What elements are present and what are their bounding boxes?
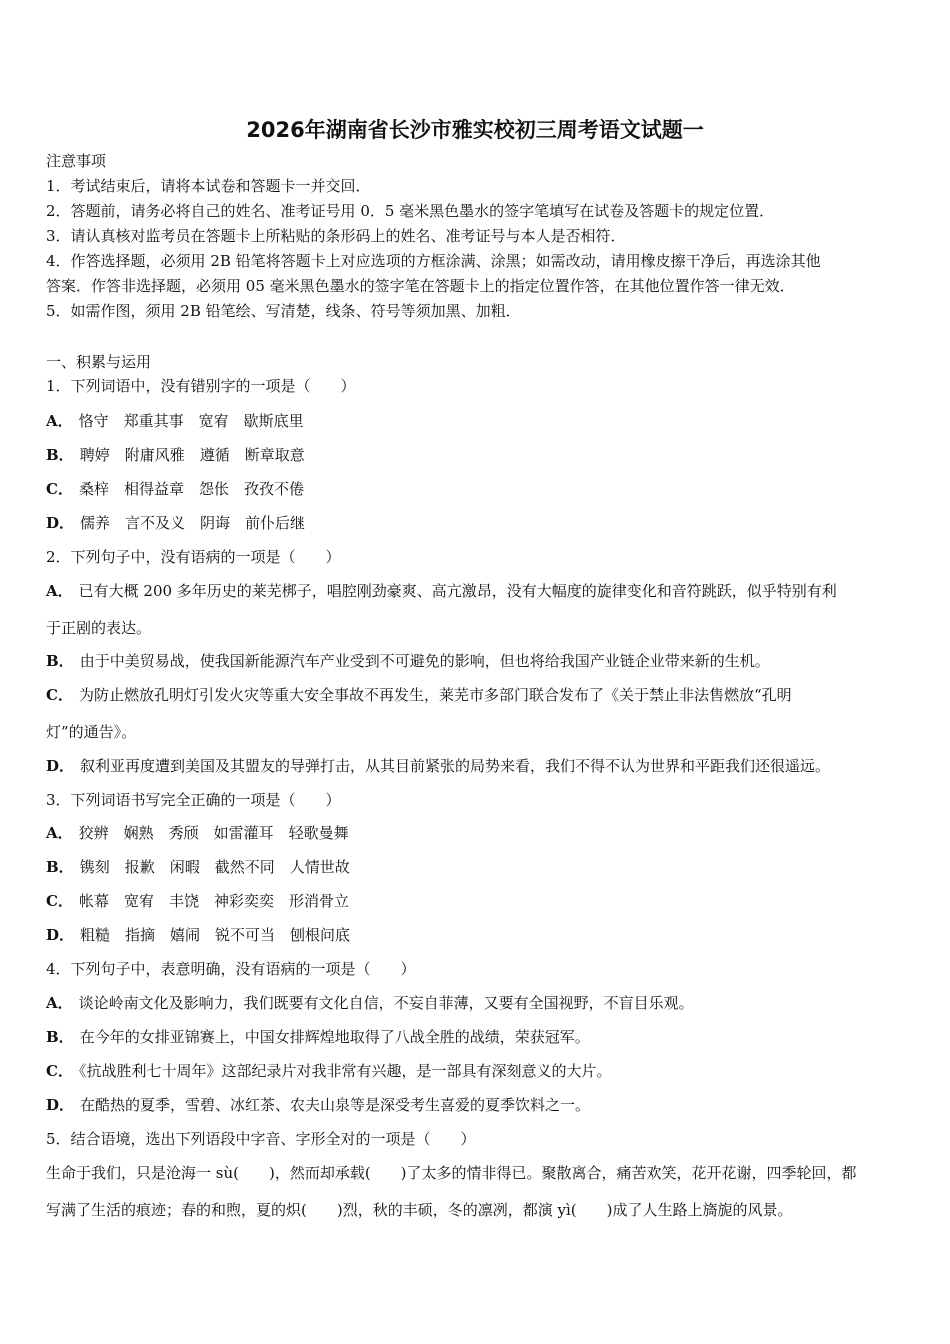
passage-line: 写满了生活的痕迹；春的和煦，夏的炽( )烈，秋的丰硕，冬的凛冽，都演 yì( )成了人生路上旖旎的风景。 xyxy=(46,1201,793,1219)
option-letter: C． xyxy=(46,892,73,910)
option-letter: A． xyxy=(46,582,73,600)
question-stem: 4．下列句子中，表意明确，没有语病的一项是（ ） xyxy=(46,960,416,978)
option-text: 粗糙 指摘 嬉闹 锐不可当 刨根问底 xyxy=(80,926,351,944)
question-stem: 2．下列句子中，没有语病的一项是（ ） xyxy=(46,548,341,566)
option-d xyxy=(46,756,908,776)
option-a xyxy=(46,581,908,601)
page-title: 2026年湖南省长沙市雅实校初三周考语文试题一 xyxy=(246,118,704,142)
question-stem: 1．下列词语中，没有错别字的一项是（ ） xyxy=(46,377,356,395)
option-letter: B． xyxy=(46,858,74,876)
passage-line: 生命于我们，只是沧海一 sù( )，然而却承载( )了太多的情非得已。聚散离合，痛苦欢笑，花开花谢，四季轮回，都 xyxy=(46,1164,857,1182)
notice-item: 4．作答选择题，必须用 2B 铅笔将答题卡上对应选项的方框涂满、涂黑；如需改动，请用橡皮擦干净后，再选涂其他 xyxy=(46,252,821,270)
option-letter: C． xyxy=(46,686,73,704)
option-letter: A． xyxy=(46,994,73,1012)
option-letter: B． xyxy=(46,446,74,464)
option-text: 《抗战胜利七十周年》这部纪录片对我非常有兴趣，是一部具有深刻意义的大片。 xyxy=(78,1062,612,1080)
option-text: 儒养 言不及义 阴诲 前仆后继 xyxy=(80,514,306,532)
notice-item: 5．如需作图，须用 2B 铅笔绘、写清楚，线条、符号等须加黑、加粗． xyxy=(46,302,521,320)
option-letter: C． xyxy=(46,1062,73,1080)
option-d xyxy=(46,513,908,533)
option-text: 叙利亚再度遭到美国及其盟友的导弹打击，从其目前紧张的局势来看，我们不得不认为世界和平距我们还很遥远。 xyxy=(80,757,831,775)
notice-item: 答案．作答非选择题，必须用 05 毫米黑色墨水的签字笔在答题卡上的指定位置作答，在其他位置作答一律无效． xyxy=(46,277,795,295)
option-a xyxy=(46,993,908,1013)
option-b xyxy=(46,445,908,465)
option-d xyxy=(46,1095,908,1115)
option-text: 为防止燃放孔明灯引发火灾等重大安全事故不再发生，莱芜市多部门联合发布了《关于禁止非法售燃放“孔明 xyxy=(78,686,792,704)
option-letter: D． xyxy=(46,757,75,775)
option-text: 桑梓 相得益章 怨伥 孜孜不倦 xyxy=(78,480,304,498)
option-b xyxy=(46,1027,908,1047)
notice-item: 3．请认真核对监考员在答题卡上所粘贴的条形码上的姓名、准考证号与本人是否相符． xyxy=(46,227,626,245)
option-letter: C． xyxy=(46,480,73,498)
option-letter: A． xyxy=(46,412,73,430)
option-a xyxy=(46,411,908,431)
option-text: 已有大概 200 多年历史的莱芜梆子，唱腔刚劲豪爽、高亢激昂，没有大幅度的旋律变化和音符跳跃，似乎特别有利 xyxy=(78,582,837,600)
option-text: 狡辨 娴熟 秀颀 如雷灌耳 轻歌曼舞 xyxy=(78,824,349,842)
option-letter: A． xyxy=(46,824,73,842)
option-letter: B． xyxy=(46,1028,74,1046)
option-a xyxy=(46,823,908,843)
option-b xyxy=(46,651,908,671)
option-b xyxy=(46,857,908,877)
option-text: 镌刻 报歉 闲暇 截然不同 人情世故 xyxy=(79,858,350,876)
option-text: 恪守 郑重其事 宽宥 歇斯底里 xyxy=(78,412,304,430)
option-d xyxy=(46,925,908,945)
question-stem: 5．结合语境，选出下列语段中字音、字形全对的一项是（ ） xyxy=(46,1130,476,1148)
option-c xyxy=(46,891,908,911)
option-c xyxy=(46,479,908,499)
option-text: 在酷热的夏季，雪碧、冰红茶、农夫山泉等是深受考生喜爱的夏季饮料之一。 xyxy=(80,1096,591,1114)
option-a-continued: 于正剧的表达。 xyxy=(46,619,152,637)
question-stem: 3．下列词语书写完全正确的一项是（ ） xyxy=(46,791,341,809)
option-c-continued: 灯”的通告》。 xyxy=(46,723,137,741)
section-heading: 一、积累与运用 xyxy=(46,353,152,371)
notice-item: 2．答题前，请务必将自己的姓名、准考证号用 0．5 毫米黑色墨水的签字笔填写在试卷及答题卡的规定位置． xyxy=(46,202,775,220)
option-text: 聘婷 附庸风雅 遵循 断章取意 xyxy=(79,446,305,464)
notice-heading: 注意事项 xyxy=(46,152,107,170)
option-text: 帐幕 宽宥 丰饶 神彩奕奕 形消骨立 xyxy=(78,892,349,910)
option-c xyxy=(46,1061,908,1081)
option-text: 谈论岭南文化及影响力，我们既要有文化自信，不妄自菲薄，又要有全国视野，不盲目乐观。 xyxy=(78,994,694,1012)
notice-item: 1．考试结束后，请将本试卷和答题卡一并交回． xyxy=(46,177,371,195)
option-text: 在今年的女排亚锦赛上，中国女排辉煌地取得了八战全胜的战绩，荣获冠军。 xyxy=(79,1028,590,1046)
option-text: 由于中美贸易战，使我国新能源汽车产业受到不可避免的影响，但也将给我国产业链企业带来新的生机。 xyxy=(79,652,770,670)
option-letter: D． xyxy=(46,514,75,532)
option-c xyxy=(46,685,908,705)
option-letter: B． xyxy=(46,652,74,670)
option-letter: D． xyxy=(46,1096,75,1114)
option-letter: D． xyxy=(46,926,75,944)
